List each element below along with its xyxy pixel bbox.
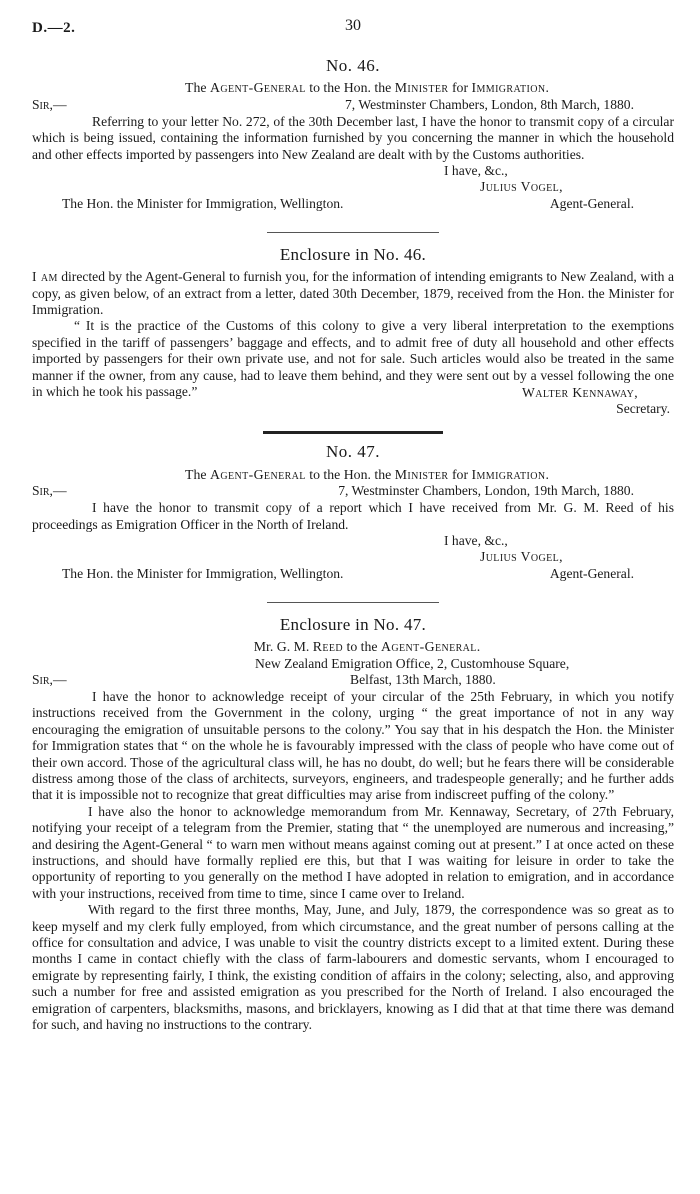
- page-number: 30: [345, 17, 361, 34]
- enclosure-47-subtitle: Mr. G. M. Reed to the Agent-General.: [253, 639, 481, 655]
- letter-46-subtitle: The Agent-General to the Hon. the Minister for Immigration.: [185, 80, 549, 96]
- page-header: [32, 14, 674, 42]
- letter-47-salutation: Sir,—: [32, 483, 67, 499]
- section-divider: [267, 232, 439, 233]
- letter-47-addressee: The Hon. the Minister for Immigration, Wellington.: [62, 565, 344, 581]
- enclosure-46-quote: “ It is the practice of the Customs of this colony to give a very liberal interpretation to the exemptions specified in the tariff of passengers’ baggage and effects, and to admit free of duty all household and other effects imported by passengers for their own private use, and not for sale. Such articles would also be treated in the same manner if the owner, from any cause, had to leave them behind, and they were sent out by a vessel following the one in which he took his passage.”: [32, 318, 674, 400]
- enclosure-47-place-date: Belfast, 13th March, 1880.: [350, 671, 496, 687]
- enclosure-47-para-1: I have the honor to acknowledge receipt of your circular of the 25th February, in which you notify instructions received from the Government in the colony, urging “ the great importance of not in any way encouraging the emigration of unsuitable persons to the colony.” You say that in his despatch the Hon. the Minister for Immigration states that “ on the whole he is favourably impressed with the class of people who have come out of their own accord. Those of the agricultural class will, he has no doubt, do well; but he fears there will be considerable distress among those of the class of architects, surveyors, engineers, and tradespeople generally; and he further adds that it is impossible not to recognize that great difficulties may arise from indiscreet puffing of the colony.”: [32, 688, 674, 803]
- letter-47-signer-title: Agent-General.: [549, 565, 634, 581]
- letter-47-closing: I have, &c.,: [444, 532, 508, 548]
- letter-47-signer: Julius Vogel,: [480, 549, 563, 565]
- enclosure-47-salutation: Sir,—: [32, 671, 67, 687]
- enclosure-47-para-3: With regard to the first three months, May, June, and July, 1879, the correspondence was so great as to keep myself and my clerk fully employed, from which circumstance, and the great number of persons calling at the office for consultation and advice, I was unable to visit the country districts except to a limited extent. During these months I came in contact chiefly with the class of farm-labourers and domestic servants, whom I encouraged to emigrate by representing fairly, I think, the existing condition of affairs in the colony; selecting, also, and approving such a number for free and assisted emigration as you prescribed for the North of Ireland. I also encouraged the emigration of carpenters, blacksmiths, masons, and bricklayers, knowing as I did that at that time there was demand for such, and having no instructions to the contrary.: [32, 902, 674, 1033]
- enclosure-47-office: New Zealand Emigration Office, 2, Customhouse Square,: [255, 655, 570, 671]
- letter-47-sign-line: [32, 566, 674, 584]
- section-divider: [267, 602, 439, 603]
- enclosure-46-title: Enclosure in No. 46.: [279, 244, 427, 264]
- letter-47-subtitle: The Agent-General to the Hon. the Minister for Immigration.: [185, 466, 549, 482]
- letter-46-closing: I have, &c.,: [444, 163, 508, 179]
- letter-46-number: No. 46.: [325, 56, 381, 75]
- letter-46-addressee: The Hon. the Minister for Immigration, Wellington.: [62, 195, 344, 211]
- document-page: [32, 14, 674, 1034]
- enclosure-47-para-2: I have also the honor to acknowledge memorandum from Mr. Kennaway, Secretary, of 27th February, notifying your receipt of a telegram from the Premier, stating that “ the unemployed are numerous and increasing,” and desiring the Agent-General “ to warn men without means against coming out at present.” I at once acted on these instructions, and should have formally replied ere this, but that I was waiting for leisure in order to take the opportunity of reporting to you generally on the method I have adopted in relation to emigration, and in accordance with your instructions, received from time to time, since I came over to Ireland.: [32, 803, 674, 901]
- letter-47-body: I have the honor to transmit copy of a report which I have received from Mr. G. M. Reed of his proceedings as Emigration Officer in the North of Ireland.: [32, 500, 674, 532]
- letter-divider: [263, 431, 443, 434]
- enclosure-47-title: Enclosure in No. 47.: [279, 614, 427, 634]
- letter-47-address-line: [32, 483, 674, 500]
- document-code: D.—2.: [32, 20, 76, 36]
- letter-46-address: 7, Westminster Chambers, London, 8th March, 1880.: [345, 96, 634, 112]
- letter-46-address-line: [32, 97, 674, 114]
- letter-46-body: Referring to your letter No. 272, of the 30th December last, I have the honor to transmit copy of a circular which is being issued, containing the information furnished by you concerning the manner in which the household and other effects imported by passengers into New Zealand are dealt with by the Customs authorities.: [32, 113, 674, 162]
- letter-47-number: No. 47.: [325, 442, 381, 462]
- enclosure-46-signer: Walter Kennaway,: [522, 384, 638, 400]
- enclosure-47-salutation-line: [32, 672, 674, 689]
- letter-47-address: 7, Westminster Chambers, London, 19th March, 1880.: [338, 483, 634, 499]
- enclosure-46-body: I am directed by the Agent-General to furnish you, for the information of intending emigrants to New Zealand, with a copy, as given below, of an extract from a letter, dated 30th December, 1879, received from the Hon. the Minister for Immigration.: [32, 269, 674, 318]
- letter-46-salutation: Sir,—: [32, 96, 67, 112]
- enclosure-46-signer-title: Secretary.: [616, 400, 670, 416]
- letter-46-sign-line: [32, 196, 674, 214]
- letter-46-signer-title: Agent-General.: [549, 195, 634, 211]
- letter-46-signer: Julius Vogel,: [480, 179, 563, 195]
